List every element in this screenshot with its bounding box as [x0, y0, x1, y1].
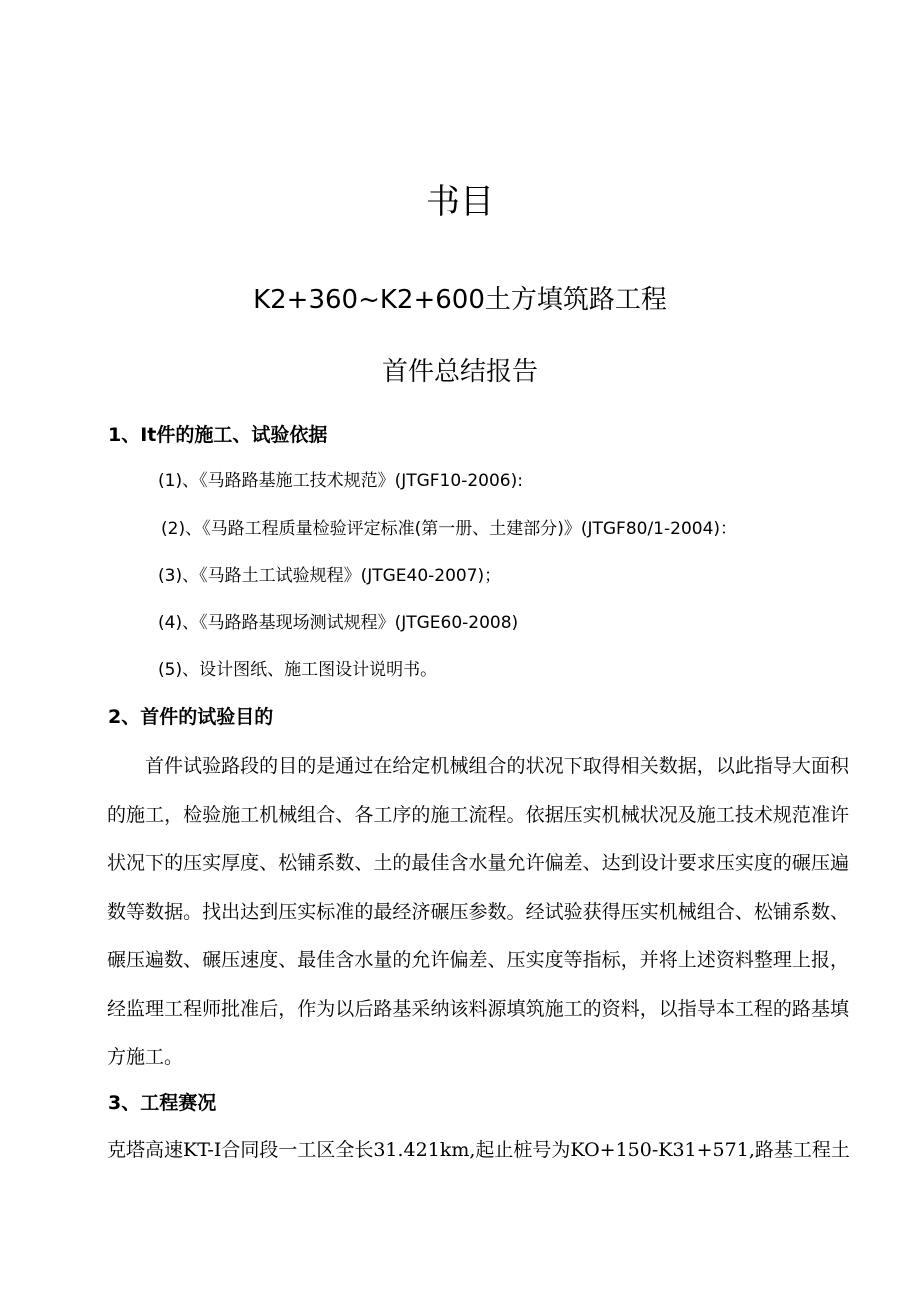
- page-title: 书目: [426, 182, 494, 222]
- reference-item: (5)、设计图纸、施工图设计说明书。: [158, 660, 438, 680]
- section-3-heading: 3、工程赛况: [108, 1092, 217, 1114]
- reference-item: (2)、《马路工程质量检验评定标准(第一册、土建部分)》(JTGF80/1-2004)：: [161, 519, 738, 539]
- section-2-paragraph: 首件试验路段的目的是通过在给定机械组合的状况下取得相关数据，以此指导大面积的施工，检验施工机械组合、各工序的施工流程。依据压实机械状况及施工技术规范准许状况下的压实厚度、松铺系数、土的最佳含水量允许偏差、达到设计要求压实度的碾压遍数等数据。找出达到压实标准的最经济碾压参数。经试验获得压实机械组合、松铺系数、碾压遍数、碾压速度、最佳含水量的允许偏差、压实度等指标，并将上述资料整理上报，经监理工程师批准后，作为以后路基采纳该料源填筑施工的资料，以指导本工程的路基填方施工。: [107, 755, 849, 1068]
- reference-item: (1)、《马路路基施工技术规范》(JTGF10-2006):: [158, 471, 523, 491]
- reference-item: (3)、《马路土工试验规程》(JTGE40-2007)；: [158, 566, 502, 586]
- section-3-body: 克塔高速KT-I合同段一工区全长31.421km,起止桩号为KO+150-K31+571,路基工程土: [107, 1139, 850, 1161]
- reference-item: (4)、《马路路基现场测试规程》(JTGE60-2008): [158, 613, 519, 633]
- project-name: K2+360~K2+600土方填筑路工程: [253, 285, 667, 315]
- report-title: 首件总结报告: [381, 357, 538, 387]
- section-1-heading: 1、It件的施工、试验依据: [108, 424, 328, 446]
- section-2-heading: 2、首件的试验目的: [108, 706, 274, 728]
